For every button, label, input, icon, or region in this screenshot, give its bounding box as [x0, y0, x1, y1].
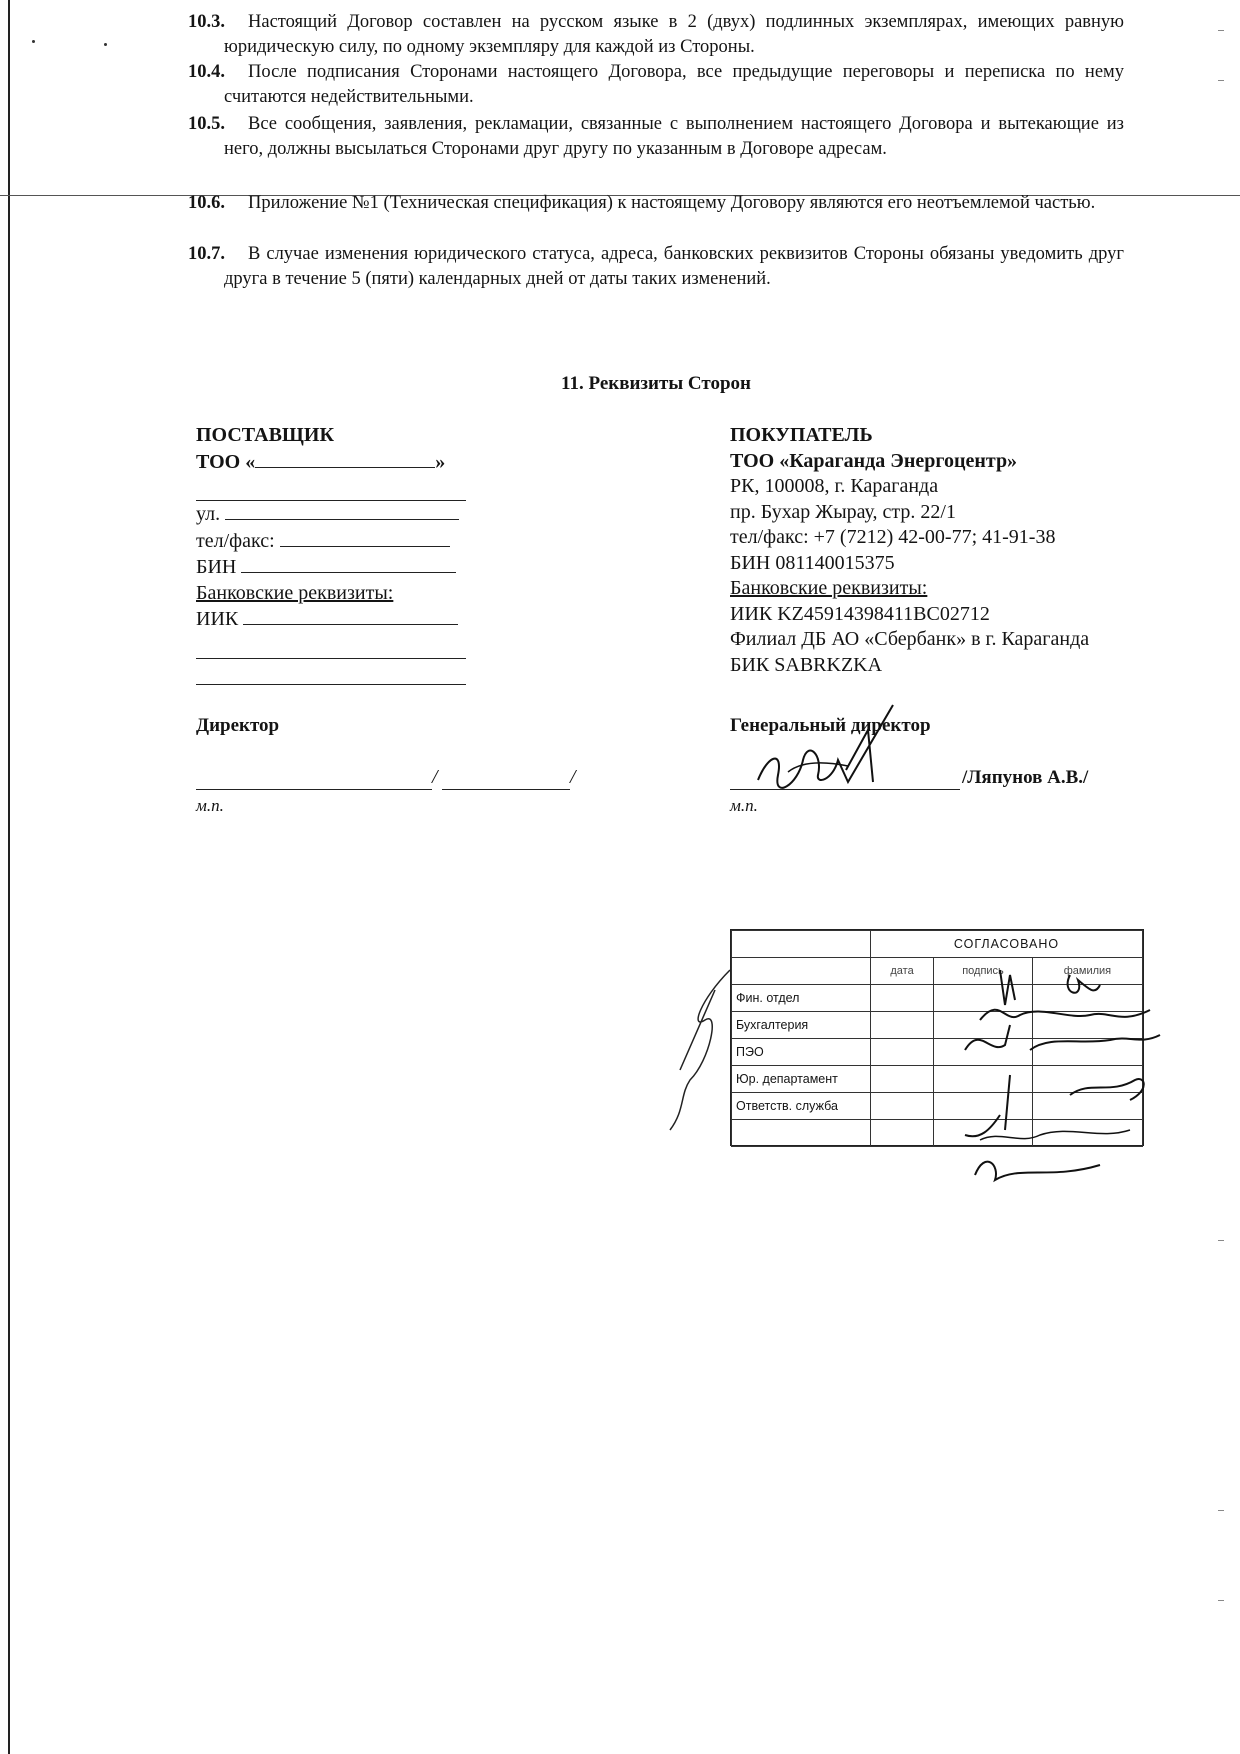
approval-row-label: ПЭО [732, 1039, 871, 1066]
approval-col-date: дата [871, 958, 934, 985]
approval-row-label: Фин. отдел [732, 985, 871, 1012]
supplier-blank-line [196, 475, 466, 501]
clause-text: В случае изменения юридического статуса, адреса, банковских реквизитов Стороны обязаны уведомить друг друга в течение 5 (пяти) календарных дней от даты таких изменений. [224, 244, 1124, 289]
clause-10-3 [188, 10, 1124, 60]
clause-number: 10.3. [188, 12, 225, 32]
scan-mark [1218, 1240, 1224, 1241]
buyer-role: Генеральный директор [730, 715, 931, 736]
buyer-phone: тел/факс: +7 (7212) 42-00-77; 41-91-38 [730, 526, 1056, 548]
buyer-bank-label: Банковские реквизиты: [730, 577, 928, 599]
supplier-company-suffix: » [435, 450, 446, 473]
buyer-bik: БИК SABRKZKA [730, 653, 883, 676]
buyer-iik: ИИК KZ45914398411BC02712 [730, 602, 990, 625]
buyer-details [730, 423, 1170, 678]
scan-mark [1218, 1510, 1224, 1511]
supplier-blank-line [196, 633, 466, 659]
supplier-phone-blank [280, 528, 450, 547]
supplier-details [196, 423, 486, 685]
supplier-iik-blank [243, 606, 458, 625]
scan-mark [1218, 30, 1224, 31]
supplier-name-line [442, 788, 570, 790]
supplier-bin-blank [241, 554, 456, 573]
buyer-heading: ПОКУПАТЕЛЬ [730, 424, 873, 446]
clause-number: 10.5. [188, 114, 225, 134]
supplier-stamp-place: м.п. [196, 796, 224, 815]
buyer-bin: БИН 081140015375 [730, 551, 895, 574]
approval-signatures [960, 965, 1160, 1185]
clause-10-7 [188, 242, 1124, 292]
clause-number: 10.6. [188, 193, 225, 213]
stamp-corner-cell [732, 931, 871, 958]
buyer-stamp-place: м.п. [730, 796, 758, 815]
scan-speck [104, 43, 107, 46]
supplier-street-label: ул. [196, 503, 221, 525]
clause-10-4 [188, 60, 1124, 110]
clause-number: 10.7. [188, 244, 225, 264]
supplier-company [196, 449, 486, 476]
clause-number: 10.4. [188, 62, 225, 82]
supplier-iik [196, 606, 486, 633]
supplier-street-blank [225, 501, 459, 520]
slash-mark: / [432, 766, 438, 788]
approval-row-label: Юр. департамент [732, 1066, 871, 1093]
supplier-bin-label: БИН [196, 556, 237, 578]
supplier-phone-label: тел/факс: [196, 529, 275, 552]
stamp-corner-cell [732, 958, 871, 985]
supplier-phone [196, 528, 486, 555]
buyer-bank-name: Филиал ДБ АО «Сбербанк» в г. Караганда [730, 628, 1090, 650]
supplier-heading: ПОСТАВЩИК [196, 424, 334, 446]
scan-mark [1218, 1600, 1224, 1601]
slash-mark: / [570, 766, 576, 788]
supplier-street [196, 501, 486, 528]
clause-text: Настоящий Договор составлен на русском языке в 2 (двух) подлинных экземплярах, имеющих равную юридическую силу, по одному экземпляру для каждой из Стороны. [224, 12, 1124, 57]
supplier-signature-line [196, 788, 432, 790]
scan-speck [32, 40, 35, 43]
buyer-address-line-2: пр. Бухар Жырау, стр. 22/1 [730, 500, 956, 523]
scan-edge-line [8, 0, 10, 1754]
margin-signature [660, 960, 750, 1140]
clause-text: Приложение №1 (Техническая спецификация) к настоящему Договору являются его неотъемлемой частью. [248, 193, 1096, 213]
approval-row-label: Бухгалтерия [732, 1012, 871, 1039]
supplier-blank-line [196, 659, 466, 685]
clause-10-6 [188, 191, 1124, 216]
clause-text: Все сообщения, заявления, рекламации, связанные с выполнением настоящего Договора и вытекающие из него, должны высылаться Сторонами друг другу по указанным в Договоре адресам. [224, 114, 1124, 159]
supplier-role: Директор [196, 715, 280, 736]
clause-text: После подписания Сторонами настоящего Договора, все предыдущие переговоры и переписка по нему считаются недействительными. [224, 62, 1124, 107]
scan-mark [1218, 80, 1224, 81]
approval-col-signature: подпись [934, 958, 1033, 985]
clause-10-5 [188, 112, 1124, 162]
supplier-bank-label: Банковские реквизиты: [196, 581, 394, 604]
buyer-address-line-1: РК, 100008, г. Караганда [730, 475, 939, 497]
section-title: 11. Реквизиты Сторон [561, 373, 751, 394]
approval-title: СОГЛАСОВАНО [871, 931, 1143, 958]
supplier-iik-label: ИИК [196, 608, 239, 630]
director-signature [748, 700, 918, 795]
supplier-company-blank [255, 449, 435, 468]
supplier-bin [196, 554, 486, 581]
approval-row-label: Ответств. служба [732, 1093, 871, 1120]
approval-col-surname: фамилия [1032, 958, 1142, 985]
buyer-signatory: /Ляпунов А.В./ [962, 767, 1089, 788]
supplier-company-prefix: ТОО « [196, 450, 256, 473]
buyer-company: ТОО «Караганда Энергоцентр» [730, 449, 1018, 472]
